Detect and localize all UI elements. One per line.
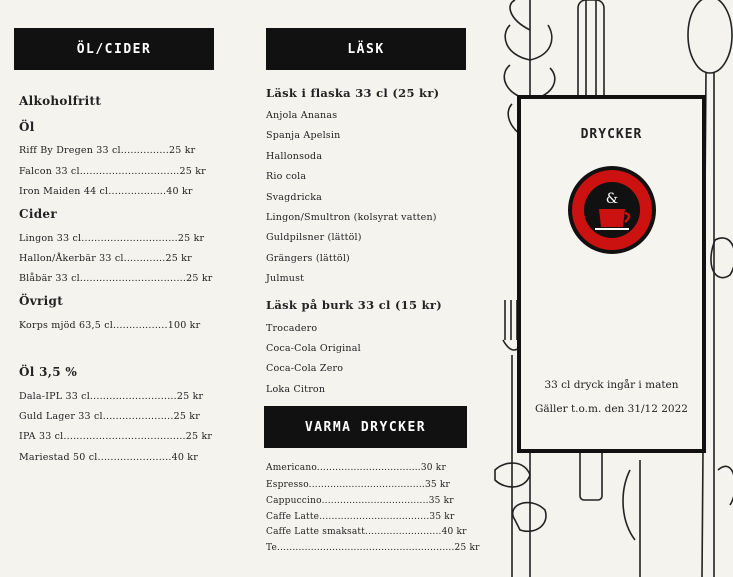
card-line-dryck: 33 cl dryck ingår i maten — [544, 379, 679, 391]
alkoholfritt-heading: Alkoholfritt — [19, 94, 102, 108]
list-item: Grängers (lättöl) — [266, 253, 350, 264]
metal-house-cafe-logo — [567, 165, 657, 255]
card-title: DRYCKER — [580, 127, 643, 142]
varma-drycker-header-label: VARMA DRYCKER — [304, 419, 427, 435]
cider-heading: Cider — [19, 207, 57, 221]
list-item: Mariestad 50 cl.......................40 kr — [19, 452, 198, 463]
ol-cider-header — [14, 28, 214, 70]
list-item: IPA 33 cl......................................25 kr — [19, 431, 213, 442]
ol35-heading: Öl 3,5 % — [19, 365, 78, 379]
svg-text:&: & — [605, 191, 619, 207]
list-item: Svagdricka — [266, 192, 323, 203]
lask-burk-heading: Läsk på burk 33 cl (15 kr) — [266, 298, 443, 312]
list-item: Americano..................................30 kr — [266, 463, 446, 473]
list-item: Anjola Ananas — [266, 110, 338, 121]
list-item: Guldpilsner (lättöl) — [266, 232, 362, 243]
list-item: Spanja Apelsin — [266, 130, 341, 141]
drycker-card — [517, 95, 706, 453]
list-item: Guld Lager 33 cl......................25 kr — [19, 411, 200, 422]
ol-heading: Öl — [19, 120, 35, 134]
list-item: Te..........................................................25 kr — [266, 543, 480, 553]
ol-cider-header-label: ÖL/CIDER — [76, 41, 152, 57]
list-item: Riff By Dregen 33 cl...............25 kr — [19, 145, 196, 156]
list-item: Julmust — [266, 273, 305, 284]
lask-flaska-heading: Läsk i flaska 33 cl (25 kr) — [266, 86, 440, 100]
list-item: Lingon 33 cl..............................25 kr — [19, 233, 205, 244]
list-item: Coca-Cola Original — [266, 343, 361, 354]
list-item: Dala-IPL 33 cl...........................25 kr — [19, 391, 204, 402]
lask-header — [266, 28, 466, 70]
list-item: Coca-Cola Zero — [266, 363, 344, 374]
ovrigt-heading: Övrigt — [19, 294, 64, 308]
card-line-giltig: Gäller t.o.m. den 31/12 2022 — [535, 403, 688, 415]
list-item: Loka Citron — [266, 384, 326, 395]
list-item: Espresso......................................35 kr — [266, 480, 451, 490]
list-item: Caffe Latte smaksatt.........................40 kr — [266, 527, 467, 537]
list-item: Iron Maiden 44 cl..................40 kr — [19, 186, 193, 197]
list-item: Cappuccino...................................35 kr — [266, 496, 454, 506]
varma-drycker-header — [264, 406, 467, 448]
list-item: Caffe Latte....................................35 kr — [266, 512, 455, 522]
list-item: Falcon 33 cl...............................25 kr — [19, 166, 206, 177]
list-item: Hallon/Åkerbär 33 cl.............25 kr — [19, 253, 192, 264]
list-item: Blåbär 33 cl.................................25 kr — [19, 273, 213, 284]
list-item: Korps mjöd 63,5 cl.................100 kr — [19, 320, 201, 331]
lask-header-label: LÄSK — [347, 41, 385, 57]
list-item: Rio cola — [266, 171, 307, 182]
list-item: Lingon/Smultron (kolsyrat vatten) — [266, 212, 437, 223]
list-item: Hallonsoda — [266, 151, 323, 162]
coffee-cup-logo-icon — [567, 165, 657, 255]
list-item: Trocadero — [266, 323, 318, 334]
